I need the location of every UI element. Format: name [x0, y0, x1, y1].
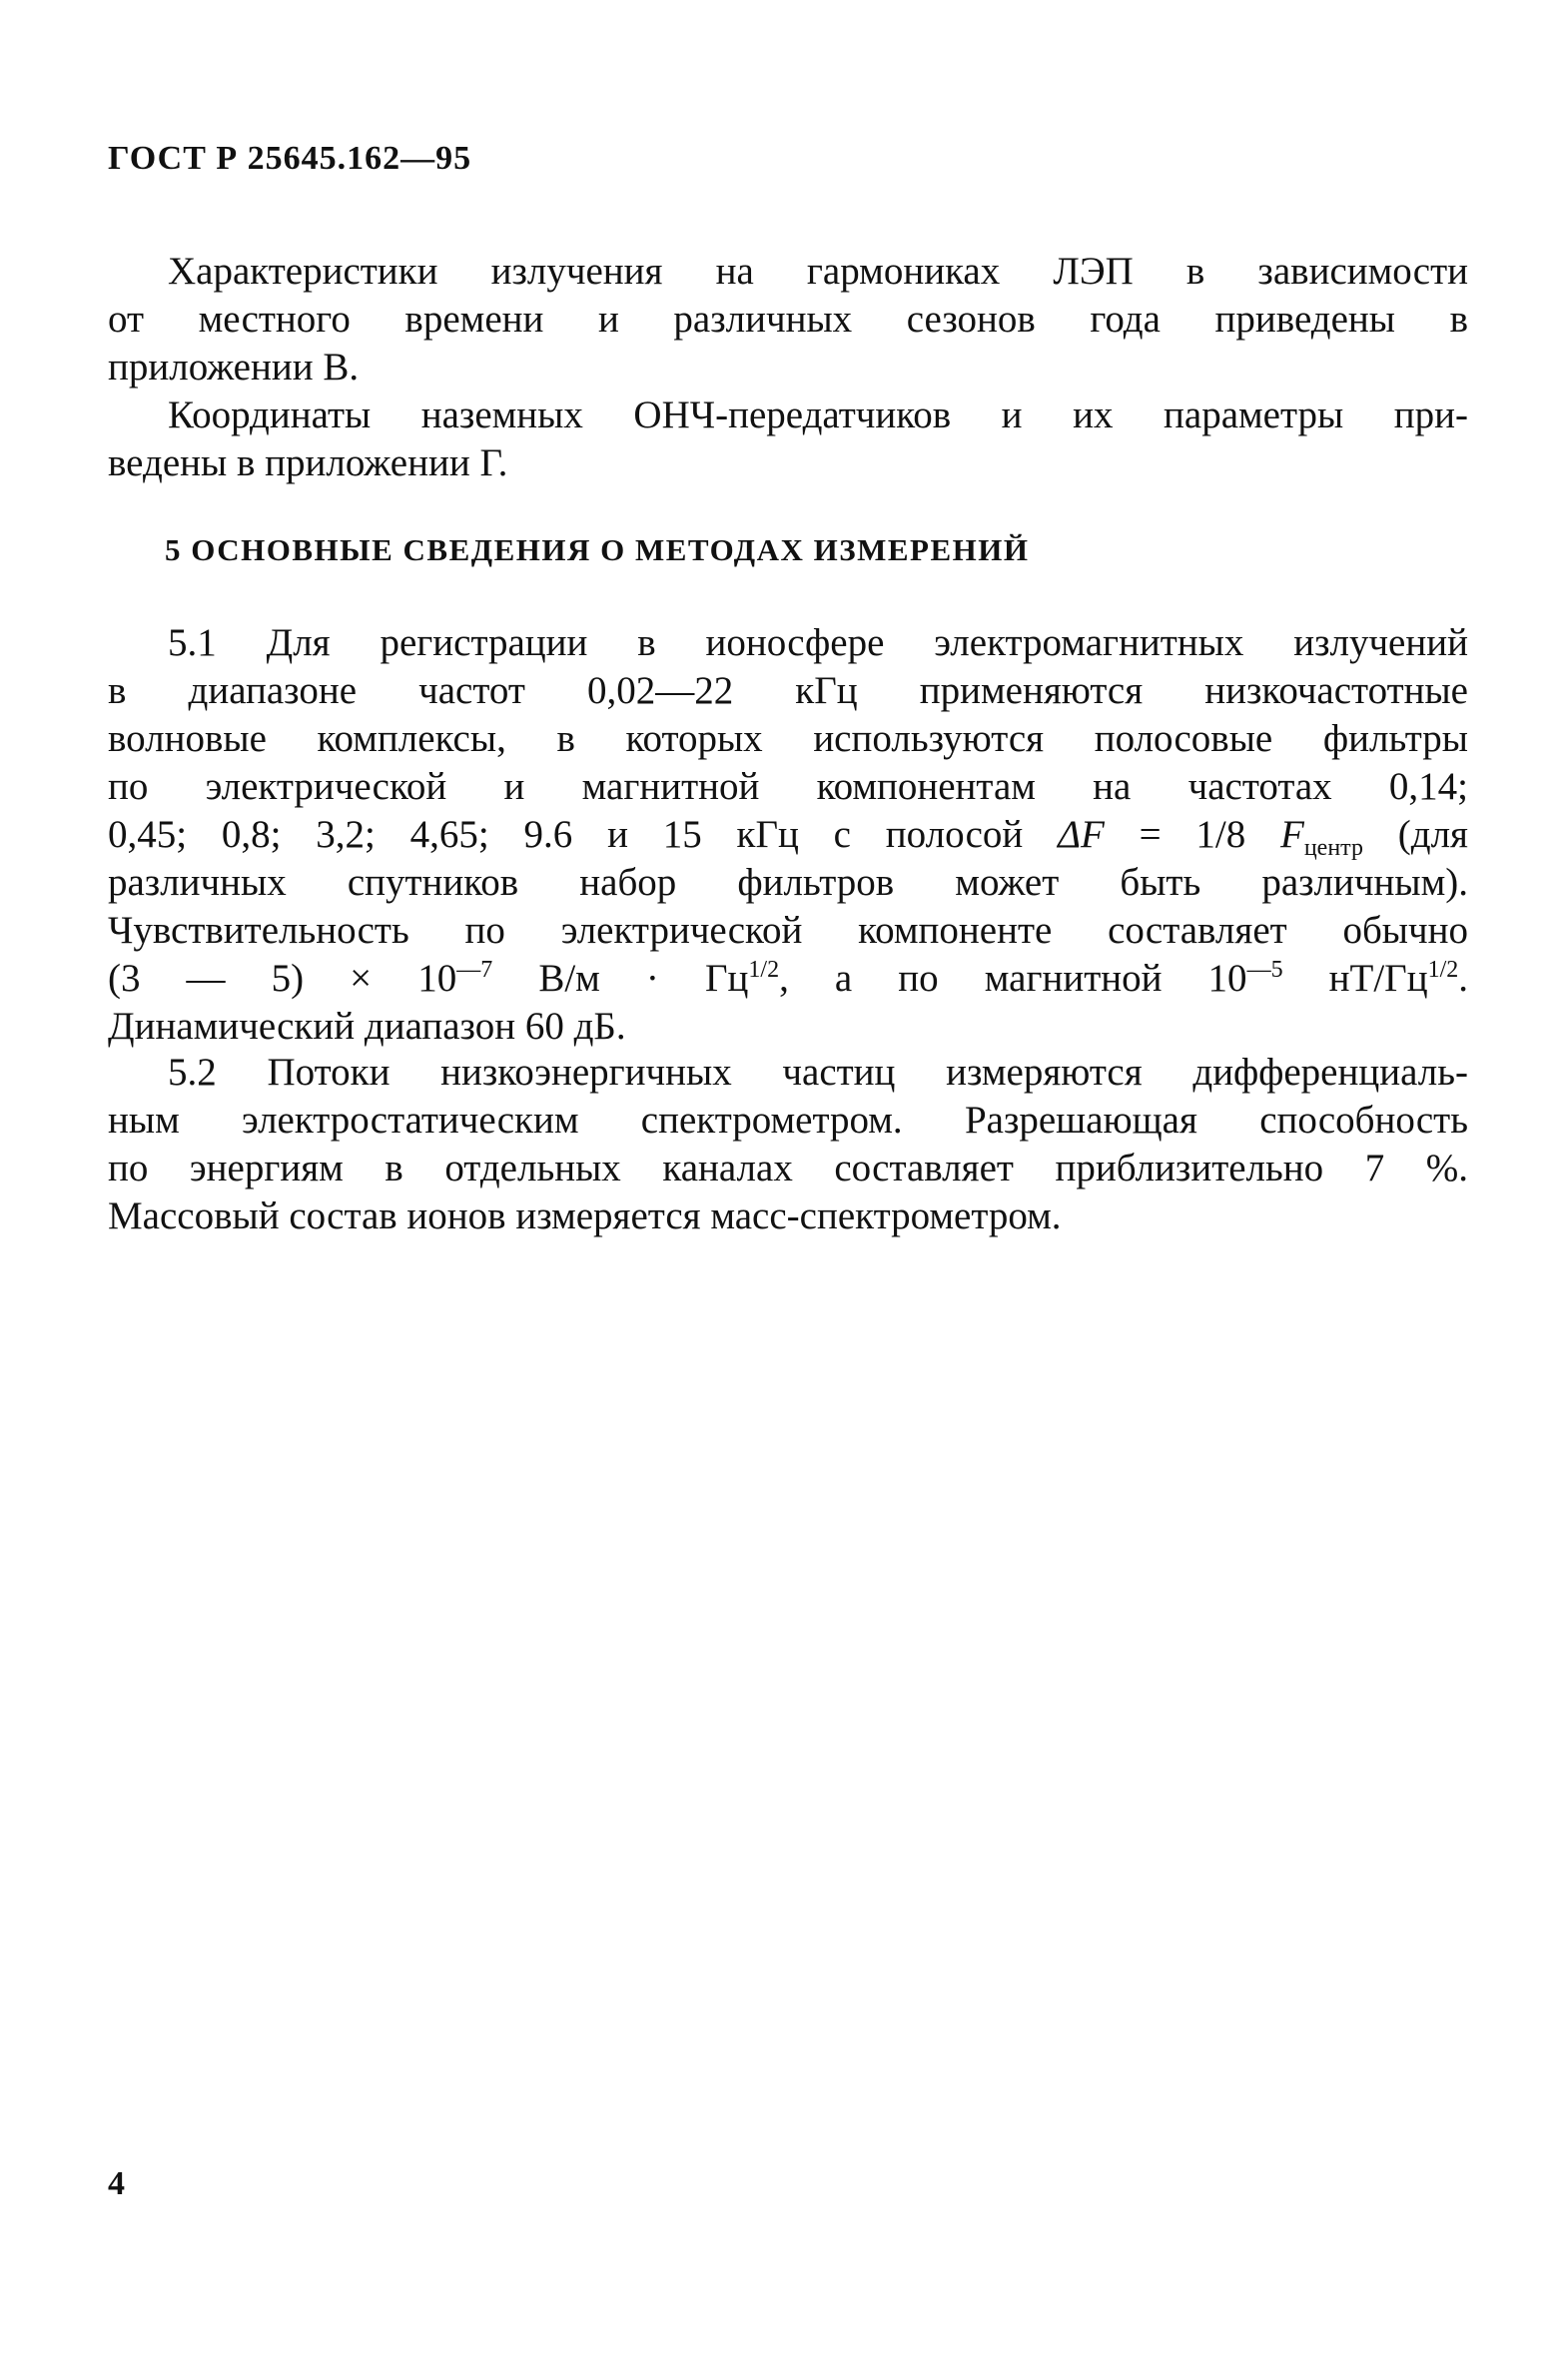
- intro-paragraph-2: [108, 392, 1468, 487]
- delta-f-symbol: ΔF: [1058, 813, 1105, 856]
- text-fragment: = 1/8: [1104, 813, 1280, 856]
- intro-paragraph-1: [108, 248, 1468, 392]
- text-fragment: В/м · Гц: [492, 957, 749, 1000]
- text-line: Характеристики излучения на гармониках ЛЭП в зависимости: [168, 250, 1468, 293]
- superscript: —7: [456, 957, 493, 983]
- text-line: 5.2 Потоки низкоэнергичных частиц измеряются дифференциаль-: [168, 1051, 1468, 1094]
- document-code-header: ГОСТ Р 25645.162—95: [108, 140, 472, 177]
- text-line: Чувствительность по электрической компоненте составляет обычно: [108, 909, 1468, 952]
- superscript: 1/2: [1427, 957, 1459, 983]
- text-fragment: (3 — 5) × 10: [108, 957, 457, 1000]
- page-number: 4: [108, 2165, 125, 2202]
- text-line: Массовый состав ионов измеряется масс-спектрометром.: [108, 1194, 1062, 1237]
- text-line-formula: [108, 811, 1468, 859]
- text-line: ведены в приложении Г.: [108, 441, 508, 484]
- text-line: Координаты наземных ОНЧ-передатчиков и их параметры при-: [168, 394, 1468, 436]
- text-line-formula: [108, 955, 1468, 1003]
- superscript: 1/2: [748, 957, 780, 983]
- f-symbol: F: [1280, 813, 1304, 856]
- text-line: в диапазоне частот 0,02—22 кГц применяются низкочастотные: [108, 669, 1468, 712]
- paragraph-5-1: [108, 619, 1468, 1051]
- text-line: волновые комплексы, в которых используются полосовые фильтры: [108, 717, 1468, 760]
- text-fragment: , а по магнитной 10: [779, 957, 1247, 1000]
- text-line: от местного времени и различных сезонов года приведены в: [108, 298, 1468, 341]
- superscript: —5: [1246, 957, 1283, 983]
- paragraph-5-2: [108, 1049, 1468, 1240]
- text-line: по электрической и магнитной компонентам на частотах 0,14;: [108, 765, 1468, 808]
- text-line: по энергиям в отдельных каналах составляет приблизительно 7 %.: [108, 1147, 1468, 1189]
- subscript: центр: [1303, 835, 1363, 861]
- text-fragment: 0,45; 0,8; 3,2; 4,65; 9.6 и 15 кГц с полосой: [108, 813, 1059, 856]
- text-line: Динамический диапазон 60 дБ.: [108, 1005, 626, 1048]
- text-fragment: нТ/Гц: [1282, 957, 1428, 1000]
- text-line: различных спутников набор фильтров может быть различным).: [108, 861, 1468, 904]
- text-fragment: (для: [1362, 813, 1468, 856]
- text-fragment: .: [1458, 957, 1469, 1000]
- text-line: 5.1 Для регистрации в ионосфере электромагнитных излучений: [168, 621, 1468, 664]
- section-heading: 5 ОСНОВНЫЕ СВЕДЕНИЯ О МЕТОДАХ ИЗМЕРЕНИЙ: [165, 532, 1030, 567]
- text-line: приложении В.: [108, 346, 360, 389]
- text-line: ным электростатическим спектрометром. Разрешающая способность: [108, 1099, 1468, 1142]
